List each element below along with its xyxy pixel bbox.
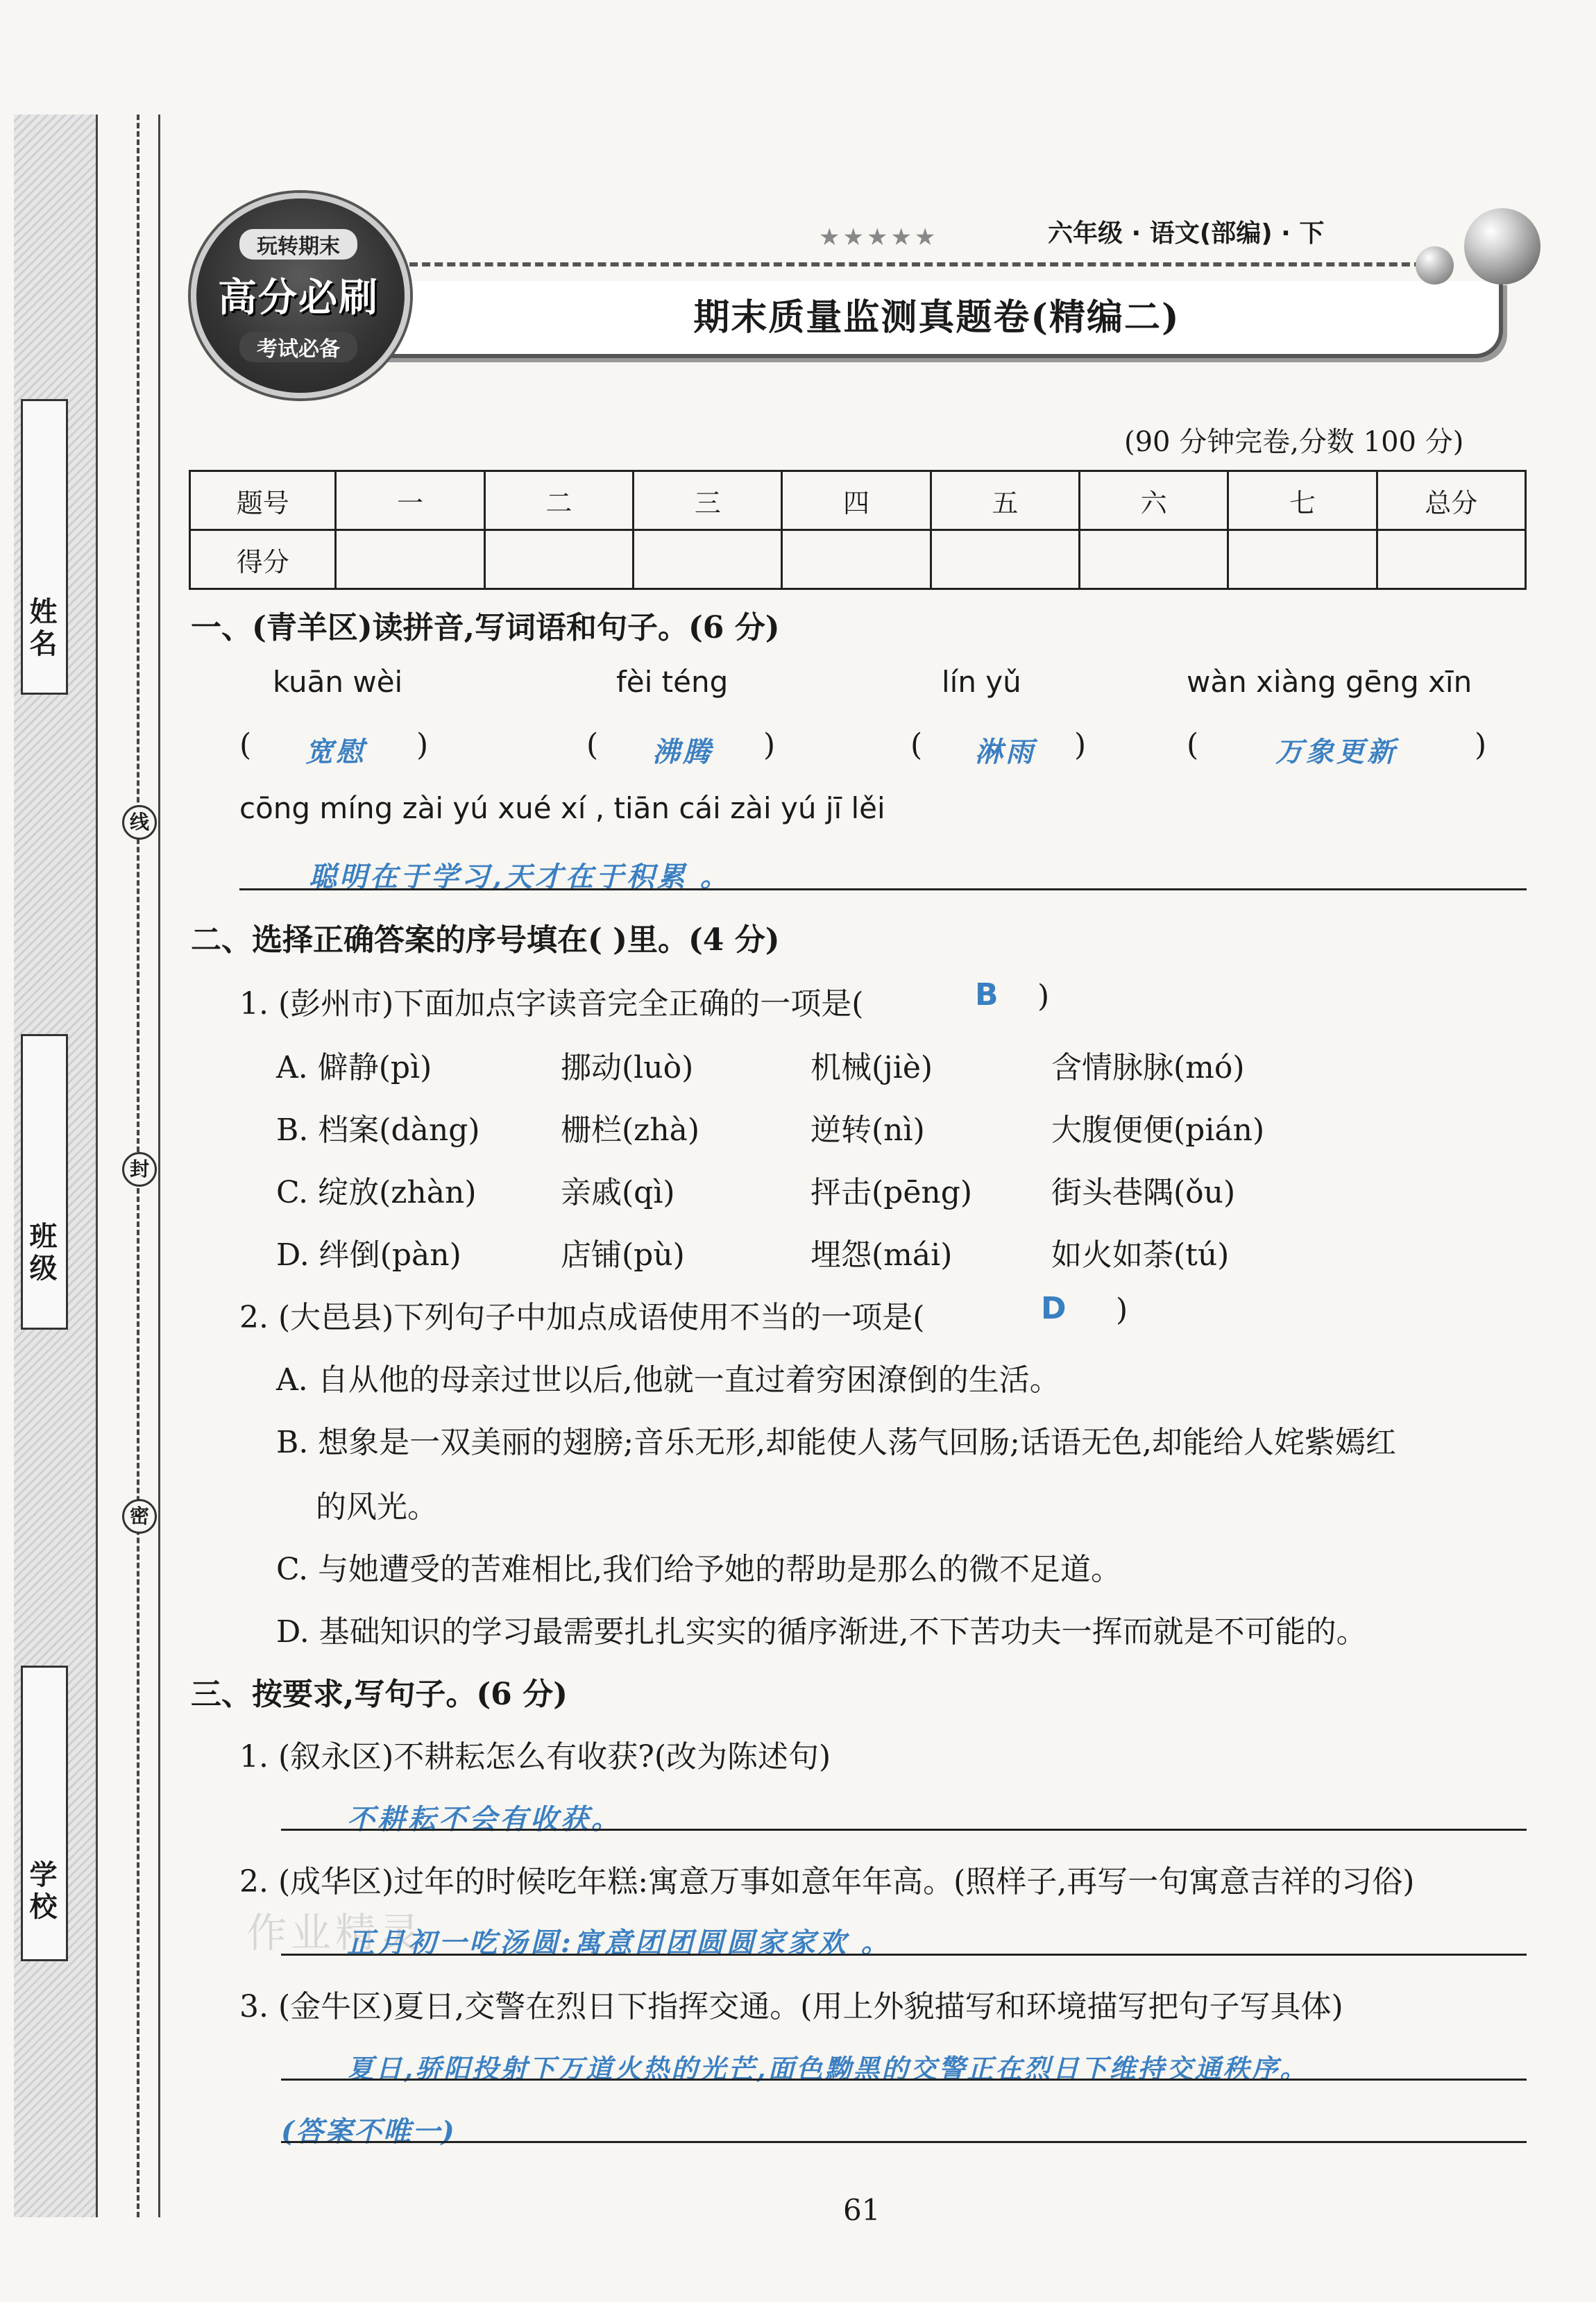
q2-1-answer: B: [975, 977, 999, 1013]
badge-top-text: 玩转期末: [239, 229, 357, 260]
time-note: (90 分钟完卷,分数 100 分): [1124, 426, 1464, 458]
page-number: 61: [843, 2193, 881, 2227]
watermark: 作业精灵: [246, 1909, 425, 1956]
score-cell[interactable]: [1079, 530, 1228, 589]
answer-2: 沸腾: [652, 736, 713, 768]
score-header-cell: 六: [1079, 471, 1228, 530]
score-cell[interactable]: [484, 530, 633, 589]
badge-bottom-text: 考试必备: [239, 332, 357, 362]
seal-char-mi: 密: [122, 1499, 157, 1534]
answer-1: 宽慰: [305, 736, 366, 768]
header-dashed-line: [409, 262, 1423, 266]
score-cell[interactable]: [782, 530, 931, 589]
q3-2-answer: 正月初一吃汤圆:寓意团团圆圆家家欢 。: [347, 1927, 892, 1959]
option-item: 店铺(pù): [561, 1237, 685, 1273]
badge-main-text: 高分必刷: [218, 276, 379, 321]
q2-2-answer: D: [1041, 1291, 1067, 1326]
class-box[interactable]: [21, 1034, 68, 1330]
q2-2-option-b-cont: 的风光。: [316, 1489, 438, 1525]
option-item: 埋怨(mái): [810, 1237, 953, 1273]
score-header-cell: 四: [782, 471, 931, 530]
score-cell[interactable]: [634, 530, 782, 589]
seal-char-xian: 线: [122, 805, 157, 840]
q3-2-stem: 2. (成华区)过年的时候吃年糕:寓意万事如意年年高。(照样子,再写一句寓意吉祥的习俗): [239, 1864, 1415, 1899]
section-3-title: 三、按要求,写句子。(6 分): [191, 1677, 568, 1712]
name-label: 姓名: [24, 597, 61, 661]
q2-1-stem: 1. (彭州市)下面加点字读音完全正确的一项是(: [239, 986, 864, 1022]
score-header-cell: 二: [484, 471, 633, 530]
score-cell[interactable]: [931, 530, 1079, 589]
sentence-answer: 聪明在于学习,天才在于积累 。: [309, 861, 731, 893]
option-item: 挪动(luò): [561, 1050, 694, 1085]
q2-2-option-d: D. 基础知识的学习最需要扎扎实实的循序渐进,不下苦功夫一挥而就是不可能的。: [276, 1614, 1367, 1650]
ball-decoration: [1464, 208, 1540, 285]
stars-decoration: ★★★★★: [819, 223, 939, 251]
answer-3: 淋雨: [975, 736, 1036, 768]
school-label: 学校: [24, 1860, 61, 1924]
score-header-cell: 题号: [190, 471, 336, 530]
pinyin-3: lín yǔ: [942, 665, 1021, 699]
pinyin-2: fèi téng: [616, 665, 729, 699]
option-item: 抨击(pēng): [810, 1175, 973, 1210]
seal-char-feng: 封: [122, 1152, 157, 1187]
sentence-pinyin: cōng míng zài yú xué xí , tiān cái zài yú jī lěi: [239, 791, 885, 825]
answer-line: [281, 1829, 1527, 1831]
option-item: 含情脉脉(mó): [1051, 1050, 1245, 1085]
score-cell[interactable]: [336, 530, 484, 589]
option-item: 逆转(nì): [810, 1112, 925, 1148]
pinyin-4: wàn xiàng gēng xīn: [1187, 665, 1472, 699]
score-header-cell: 一: [336, 471, 484, 530]
option-item: 亲戚(qì): [561, 1175, 675, 1210]
option-item: 栅栏(zhà): [561, 1112, 700, 1148]
score-header-cell: 五: [931, 471, 1079, 530]
class-label: 班级: [24, 1221, 61, 1285]
option-row-a: A. 僻静(pì): [276, 1050, 432, 1085]
score-row-label: 得分: [190, 530, 336, 589]
section-1-title: 一、(青羊区)读拼音,写词语和句子。(6 分): [191, 610, 780, 645]
q2-2-option-b: B. 想象是一双美丽的翅膀;音乐无形,却能使人荡气回肠;话语无色,却能给人姹紫嫣红: [276, 1425, 1396, 1460]
q2-2-stem: 2. (大邑县)下列句子中加点成语使用不当的一项是(: [239, 1300, 925, 1335]
option-item: 大腹便便(pián): [1051, 1112, 1265, 1148]
option-item: 如火如荼(tú): [1051, 1237, 1230, 1273]
score-header-cell: 七: [1228, 471, 1377, 530]
margin-line: [158, 115, 160, 2217]
q2-2-option-c: C. 与她遭受的苦难相比,我们给予她的帮助是那么的微不足道。: [276, 1552, 1122, 1587]
answer-line: [239, 888, 1527, 890]
margin-line: [96, 115, 98, 2217]
score-header-cell: 总分: [1377, 471, 1525, 530]
q3-3-stem: 3. (金牛区)夏日,交警在烈日下指挥交通。(用上外貌描写和环境描写把句子写具体): [239, 1989, 1343, 2024]
option-item: 街头巷隅(ǒu): [1051, 1175, 1236, 1210]
q3-1-stem: 1. (叙永区)不耕耘怎么有收获?(改为陈述句): [239, 1739, 831, 1775]
q2-2-option-a: A. 自从他的母亲过世以后,他就一直过着穷困潦倒的生活。: [276, 1362, 1060, 1398]
ball-decoration-small: [1416, 246, 1454, 285]
section-2-title: 二、选择正确答案的序号填在( )里。(4 分): [191, 922, 780, 958]
q3-1-answer: 不耕耘不会有收获。: [347, 1803, 622, 1836]
score-cell[interactable]: [1228, 530, 1377, 589]
q3-3-note: (答案不唯一): [281, 2115, 456, 2148]
pinyin-1: kuān wèi: [273, 665, 403, 699]
option-item: 机械(jiè): [810, 1050, 933, 1085]
score-header-cell: 三: [634, 471, 782, 530]
grade-label: 六年级 · 语文(部编) · 下: [1048, 219, 1325, 248]
score-table: [189, 470, 1527, 590]
answer-line: [281, 2079, 1527, 2081]
q3-3-answer: 夏日,骄阳投射下万道火热的光芒,面色黝黑的交警正在烈日下维持交通秩序。: [347, 2053, 1309, 2084]
answer-4: 万象更新: [1275, 736, 1398, 768]
answer-line: [281, 2141, 1527, 2143]
option-row-c: C. 绽放(zhàn): [276, 1175, 477, 1210]
answer-line: [281, 1954, 1527, 1956]
exam-title: 期末质量监测真题卷(精编二): [693, 296, 1180, 339]
option-row-b: B. 档案(dàng): [276, 1112, 480, 1148]
option-row-d: D. 绊倒(pàn): [276, 1237, 461, 1273]
score-cell[interactable]: [1377, 530, 1525, 589]
